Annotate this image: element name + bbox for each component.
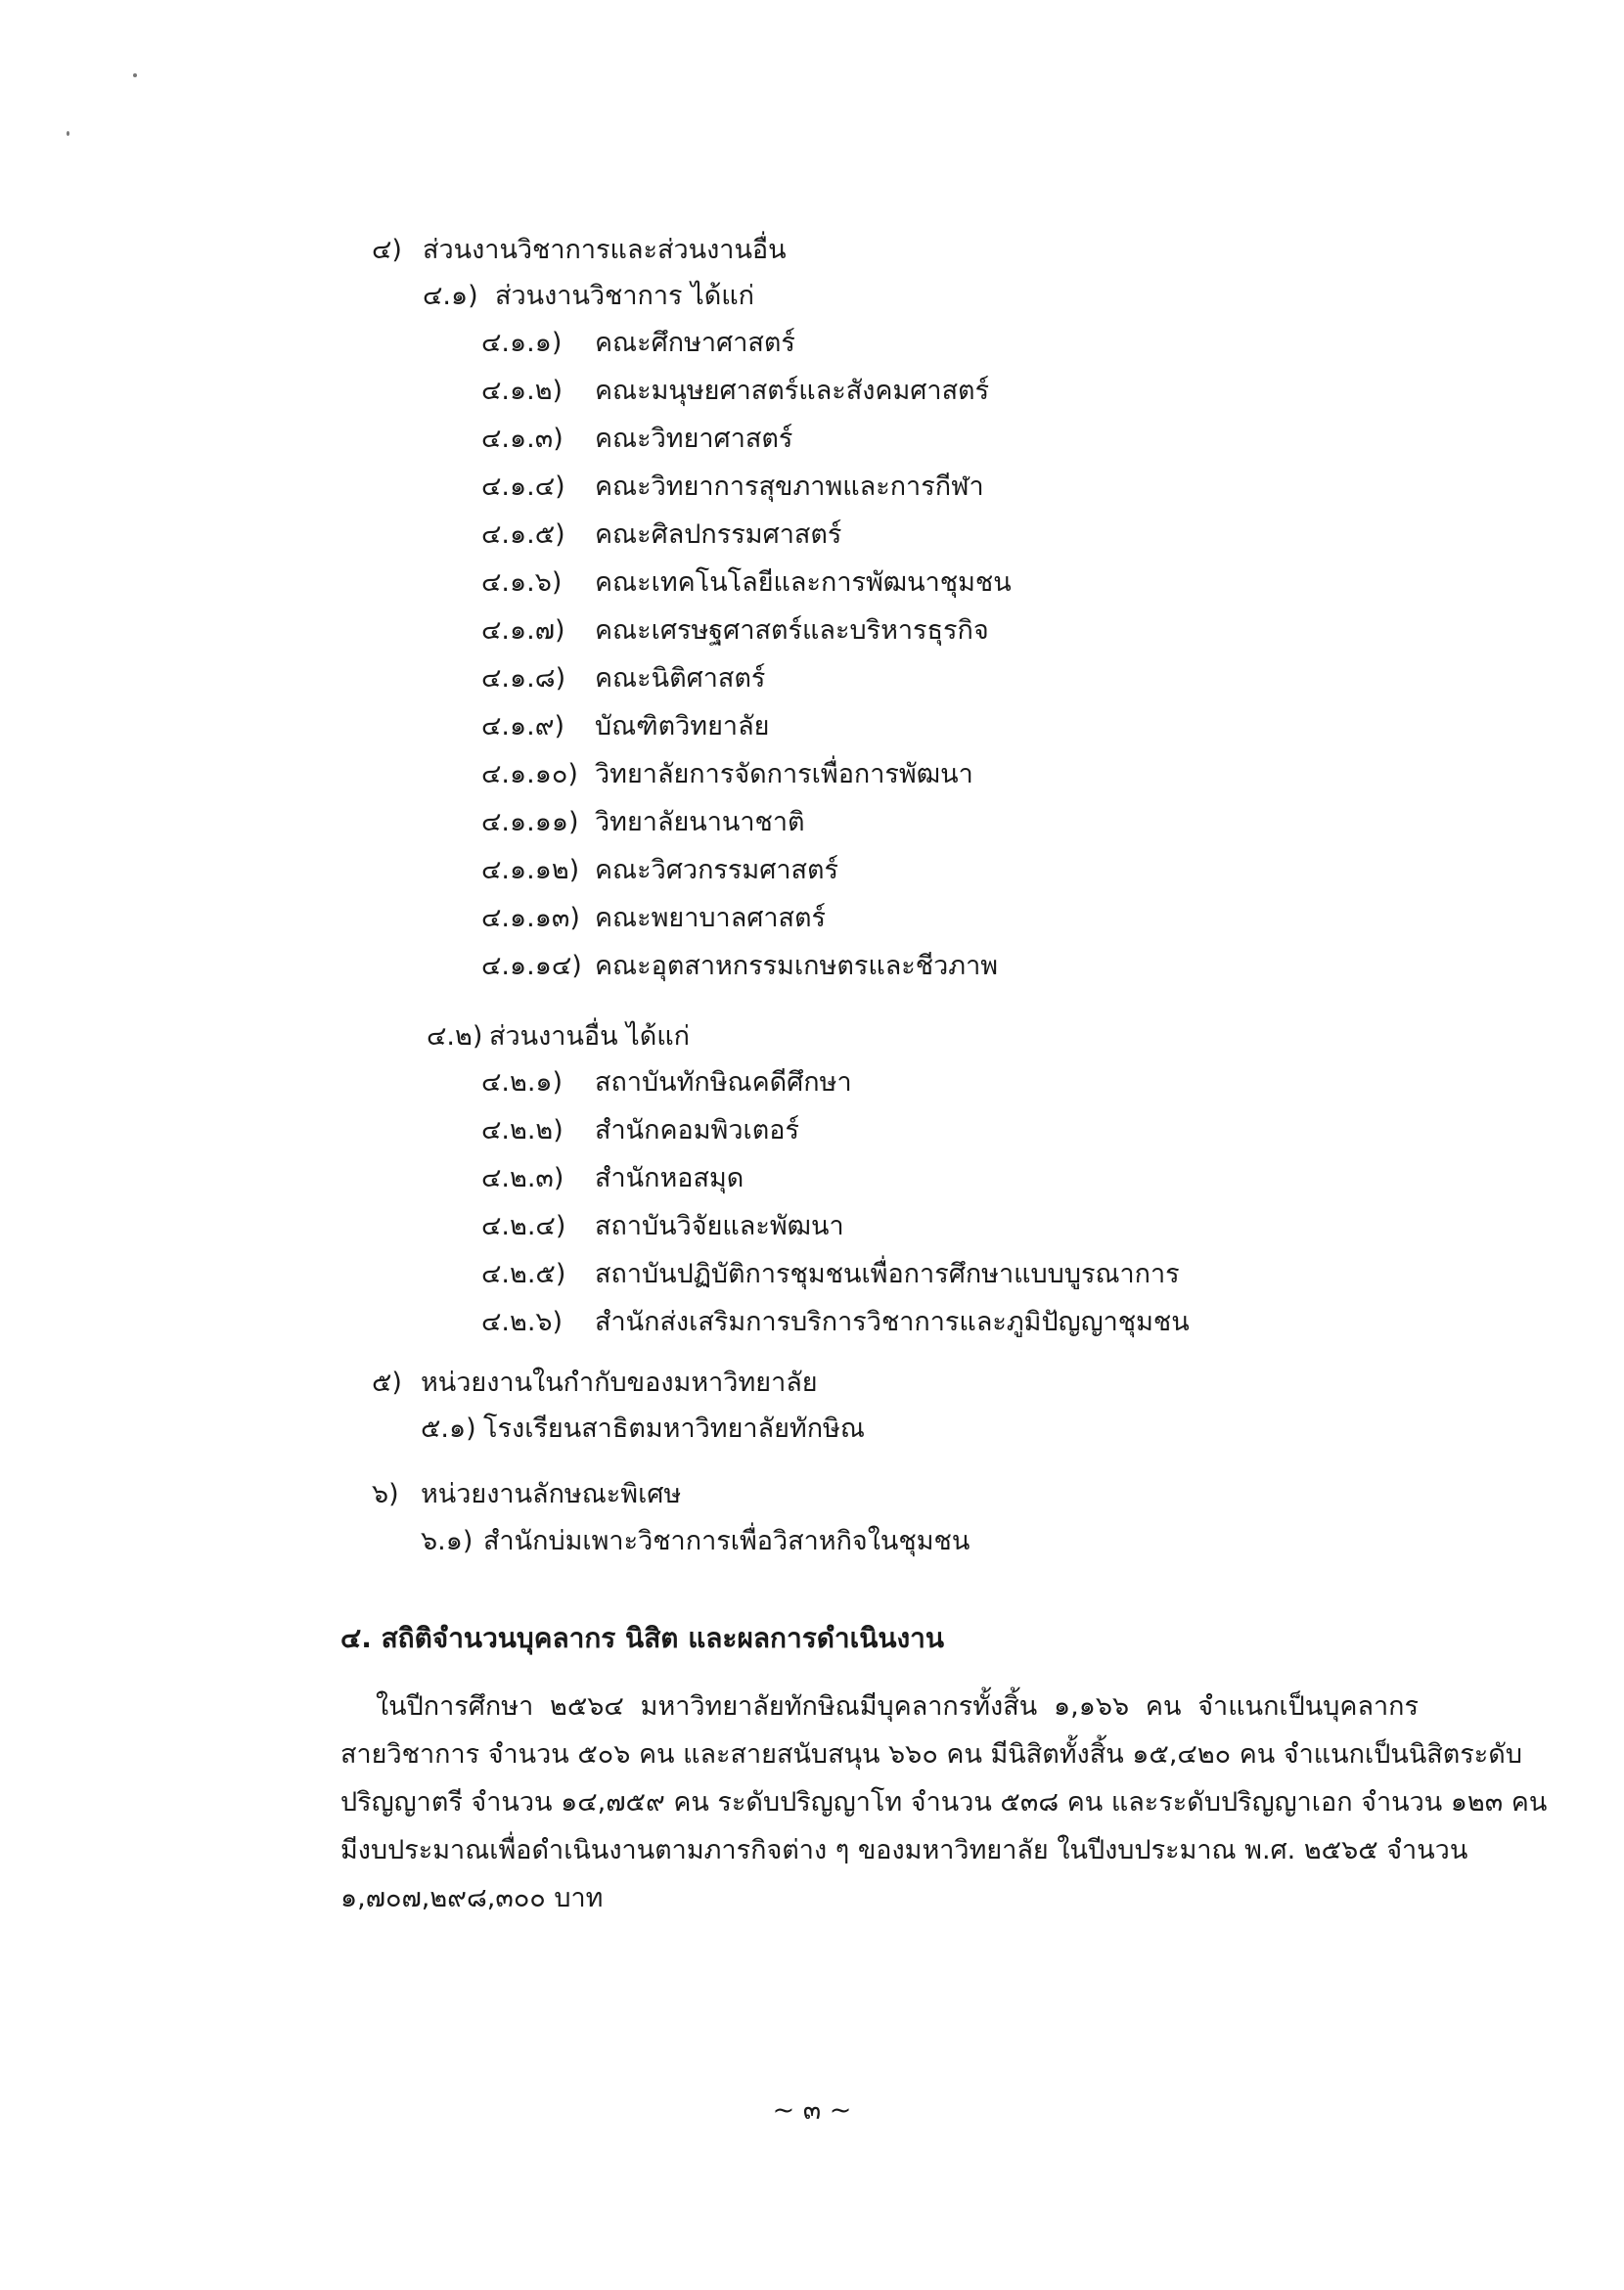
section-6-heading bbox=[372, 1475, 681, 1514]
list-item bbox=[481, 755, 973, 794]
subsection-4-2-heading bbox=[427, 1017, 690, 1056]
list-item-label: สถาบันวิจัยและพัฒนา bbox=[595, 1211, 844, 1241]
list-item-number: ๔.๑.๑๑) bbox=[481, 807, 579, 837]
list-item-number: ๔.๑.๑๐) bbox=[481, 759, 578, 789]
list-item-number: ๔.๑.๓) bbox=[481, 424, 564, 454]
statistics-paragraph bbox=[340, 1683, 1548, 1922]
list-item bbox=[481, 899, 826, 938]
list-item bbox=[481, 947, 998, 986]
subsection-number: ๕.๑) bbox=[421, 1414, 476, 1444]
list-item bbox=[481, 420, 792, 459]
list-item bbox=[481, 1159, 744, 1198]
list-item bbox=[481, 707, 769, 746]
section-4-heading bbox=[372, 231, 787, 270]
list-item-number: ๔.๑.๑๒) bbox=[481, 855, 580, 885]
subsection-5-1 bbox=[421, 1410, 865, 1449]
list-item bbox=[481, 563, 1012, 603]
list-item-number: ๔.๒.๒) bbox=[481, 1115, 564, 1145]
list-item-number: ๔.๑.๕) bbox=[481, 519, 565, 550]
subsection-4-1-heading bbox=[423, 277, 754, 316]
subsection-6-1 bbox=[421, 1522, 970, 1561]
list-item-number: ๔.๑.๗) bbox=[481, 615, 565, 646]
list-item-number: ๔.๒.๓) bbox=[481, 1163, 564, 1193]
list-item bbox=[481, 803, 805, 842]
list-item-label: สำนักคอมพิวเตอร์ bbox=[595, 1115, 799, 1145]
subsection-title: สำนักบ่มเพาะวิชาการเพื่อวิสาหกิจในชุมชน bbox=[483, 1526, 970, 1556]
paragraph-line: ปริญญาตรี จำนวน ๑๔,๗๕๙ คน ระดับปริญญาโท จำนวน ๕๓๘ คน และระดับปริญญาเอก จำนวน ๑๒๓ คน bbox=[340, 1787, 1548, 1818]
list-item-label: บัณฑิตวิทยาลัย bbox=[595, 711, 770, 741]
list-item-number: ๔.๒.๖) bbox=[481, 1307, 564, 1337]
list-item-label: สำนักส่งเสริมการบริการวิชาการและภูมิปัญญาชุมชน bbox=[595, 1307, 1190, 1337]
section-title: หน่วยงานลักษณะพิเศษ bbox=[421, 1479, 682, 1509]
subsection-title: ส่วนงานอื่น ได้แก่ bbox=[489, 1021, 691, 1052]
subsection-number: ๔.๑) bbox=[423, 281, 478, 311]
list-item-label: คณะวิศวกรรมศาสตร์ bbox=[595, 855, 839, 885]
list-item-number: ๔.๑.๖) bbox=[481, 567, 563, 598]
list-item-label: สถาบันปฏิบัติการชุมชนเพื่อการศึกษาแบบบูรณาการ bbox=[595, 1259, 1180, 1289]
scan-speck bbox=[67, 131, 69, 136]
list-item-label: วิทยาลัยนานาชาติ bbox=[595, 807, 805, 837]
list-item-number: ๔.๒.๑) bbox=[481, 1067, 564, 1098]
list-item bbox=[481, 1063, 852, 1102]
list-item bbox=[481, 324, 795, 363]
list-item bbox=[481, 1207, 844, 1246]
section-number: ๕) bbox=[372, 1368, 402, 1398]
list-item bbox=[481, 611, 989, 651]
list-item-label: คณะศิลปกรรมศาสตร์ bbox=[595, 519, 842, 550]
statistics-heading: ๔. สถิติจำนวนบุคลากร นิสิต และผลการดำเนินงาน bbox=[340, 1622, 945, 1654]
list-item-label: คณะอุตสาหกรรมเกษตรและชีวภาพ bbox=[595, 951, 999, 981]
paragraph-line: มีงบประมาณเพื่อดำเนินงานตามภารกิจต่าง ๆ ของมหาวิทยาลัย ในปีงบประมาณ พ.ศ. ๒๕๖๕ จำนวน bbox=[340, 1835, 1468, 1865]
list-item-number: ๔.๑.๙) bbox=[481, 711, 565, 741]
list-item bbox=[481, 1255, 1180, 1294]
list-item-number: ๔.๑.๑๓) bbox=[481, 903, 580, 933]
subsection-number: ๖.๑) bbox=[421, 1526, 474, 1556]
list-item-number: ๔.๑.๒) bbox=[481, 376, 564, 406]
list-item-label: คณะวิทยาการสุขภาพและการกีฬา bbox=[595, 471, 984, 502]
list-item-label: คณะพยาบาลศาสตร์ bbox=[595, 903, 827, 933]
list-item-number: ๔.๑.๘) bbox=[481, 663, 566, 694]
list-item-label: สำนักหอสมุด bbox=[595, 1163, 744, 1193]
list-item bbox=[481, 516, 841, 555]
section-title: หน่วยงานในกำกับของมหาวิทยาลัย bbox=[421, 1368, 818, 1398]
list-item bbox=[481, 659, 765, 698]
list-item bbox=[481, 1303, 1190, 1342]
list-item-number: ๔.๑.๔) bbox=[481, 471, 565, 502]
paragraph-line: ในปีการศึกษา ๒๕๖๔ มหาวิทยาลัยทักษิณมีบุคลากรทั้งสิ้น ๑,๑๖๖ คน จำแนกเป็นบุคลากร bbox=[376, 1691, 1419, 1722]
scan-speck bbox=[133, 73, 137, 77]
list-item-label: วิทยาลัยการจัดการเพื่อการพัฒนา bbox=[595, 759, 973, 789]
list-item-label: คณะมนุษยศาสตร์และสังคมศาสตร์ bbox=[595, 376, 990, 406]
list-item-label: คณะวิทยาศาสตร์ bbox=[595, 424, 793, 454]
list-item bbox=[481, 468, 984, 507]
list-item-label: คณะนิติศาสตร์ bbox=[595, 663, 766, 694]
section-5-heading bbox=[372, 1364, 818, 1403]
list-item-label: คณะเศรษฐศาสตร์และบริหารธุรกิจ bbox=[595, 615, 989, 646]
page-number: ~ ๓ ~ bbox=[772, 2095, 852, 2126]
subsection-number: ๔.๒) bbox=[427, 1021, 483, 1052]
section-number: ๖) bbox=[372, 1479, 399, 1509]
list-item-label: สถาบันทักษิณคดีศึกษา bbox=[595, 1067, 852, 1098]
subsection-title: โรงเรียนสาธิตมหาวิทยาลัยทักษิณ bbox=[483, 1414, 865, 1444]
list-item bbox=[481, 851, 838, 890]
list-item bbox=[481, 1111, 799, 1150]
list-item-label: คณะศึกษาศาสตร์ bbox=[595, 328, 795, 358]
list-item-number: ๔.๒.๔) bbox=[481, 1211, 566, 1241]
list-item-number: ๔.๑.๑) bbox=[481, 328, 563, 358]
subsection-title: ส่วนงานวิชาการ ได้แก่ bbox=[495, 281, 755, 311]
list-item-label: คณะเทคโนโลยีและการพัฒนาชุมชน bbox=[595, 567, 1012, 598]
list-item bbox=[481, 372, 989, 411]
section-title: ส่วนงานวิชาการและส่วนงานอื่น bbox=[423, 235, 787, 265]
list-item-number: ๔.๒.๕) bbox=[481, 1259, 566, 1289]
paragraph-line: ๑,๗๐๗,๒๙๘,๓๐๐ บาท bbox=[340, 1883, 604, 1913]
paragraph-line: สายวิชาการ จำนวน ๕๐๖ คน และสายสนับสนุน ๖๖๐ คน มีนิสิตทั้งสิ้น ๑๕,๔๒๐ คน จำแนกเป็นนิสิตระดับ bbox=[340, 1739, 1522, 1770]
section-number: ๔) bbox=[372, 235, 402, 265]
list-item-number: ๔.๑.๑๔) bbox=[481, 951, 582, 981]
